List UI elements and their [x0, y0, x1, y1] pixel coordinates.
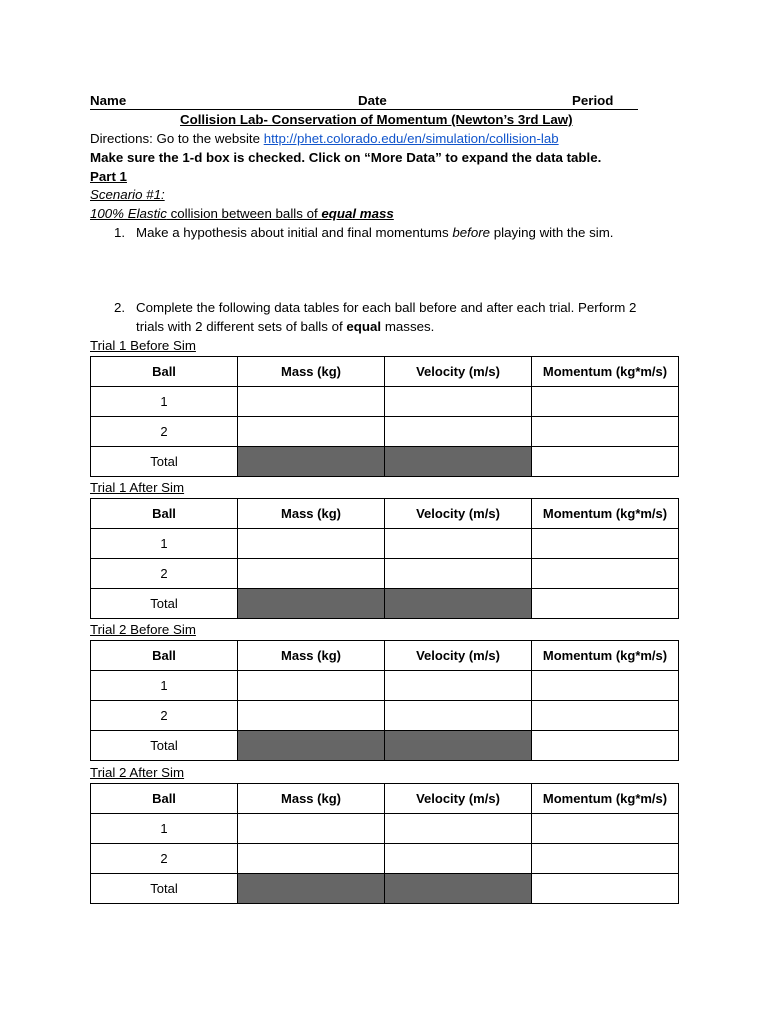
- answer-cell[interactable]: [532, 701, 679, 731]
- table-row: [91, 417, 679, 447]
- column-header: Mass (kg): [238, 357, 385, 387]
- column-header: Velocity (m/s): [385, 784, 532, 814]
- answer-cell[interactable]: [238, 387, 385, 417]
- ball-label-cell: Total: [91, 447, 238, 477]
- column-header: Velocity (m/s): [385, 499, 532, 529]
- answer-cell[interactable]: [532, 731, 679, 761]
- table-row: [91, 814, 679, 844]
- equal-mass-text: equal mass: [321, 206, 394, 221]
- column-header: Ball: [91, 784, 238, 814]
- answer-cell[interactable]: [238, 671, 385, 701]
- shaded-cell: [385, 874, 532, 904]
- column-header: Mass (kg): [238, 499, 385, 529]
- shaded-cell: [238, 731, 385, 761]
- directions-line: [90, 130, 559, 147]
- trial-2-after-sim-caption: Trial 2 After Sim: [90, 765, 185, 780]
- answer-cell[interactable]: [532, 417, 679, 447]
- instruction-text: Make sure the 1-d box is checked. Click on “More Data” to expand the data table.: [90, 150, 602, 165]
- elastic-text: 100% Elastic: [90, 206, 167, 221]
- directions-prefix: Directions: Go to the website: [90, 131, 264, 146]
- simulation-link[interactable]: http://phet.colorado.edu/en/simulation/collision-lab: [263, 131, 559, 146]
- ball-label-cell: 2: [91, 844, 238, 874]
- trial-1-before-sim-table: [90, 356, 679, 477]
- answer-cell[interactable]: [532, 874, 679, 904]
- period-label: Period: [572, 93, 614, 108]
- answer-cell[interactable]: [385, 559, 532, 589]
- column-header: Ball: [91, 357, 238, 387]
- answer-cell[interactable]: [238, 844, 385, 874]
- ball-label-cell: 2: [91, 701, 238, 731]
- ball-label-cell: 2: [91, 559, 238, 589]
- shaded-cell: [238, 447, 385, 477]
- desc-mid: collision between balls of: [166, 206, 322, 221]
- header-line: [90, 92, 638, 110]
- answer-cell[interactable]: [385, 814, 532, 844]
- table-row: [91, 387, 679, 417]
- table-row: [91, 447, 679, 477]
- column-header: Ball: [91, 499, 238, 529]
- shaded-cell: [238, 589, 385, 619]
- column-header: Velocity (m/s): [385, 357, 532, 387]
- ball-label-cell: 1: [91, 671, 238, 701]
- table-header-row: [91, 641, 679, 671]
- column-header: Mass (kg): [238, 641, 385, 671]
- column-header: Momentum (kg*m/s): [532, 499, 679, 529]
- answer-cell[interactable]: [532, 671, 679, 701]
- trial-2-after-sim-table: [90, 783, 679, 904]
- q2-line2-post: masses.: [381, 319, 435, 334]
- table-header-row: [91, 499, 679, 529]
- answer-cell[interactable]: [532, 447, 679, 477]
- shaded-cell: [385, 447, 532, 477]
- answer-cell[interactable]: [385, 701, 532, 731]
- table-row: [91, 559, 679, 589]
- trial-1-after-sim-caption: Trial 1 After Sim: [90, 480, 185, 495]
- question-1-text: [136, 224, 613, 241]
- q1-post: playing with the sim.: [490, 225, 614, 240]
- column-header: Momentum (kg*m/s): [532, 357, 679, 387]
- trial-2-before-sim-caption: Trial 2 Before Sim: [90, 622, 196, 637]
- part-heading: Part 1: [90, 169, 127, 184]
- ball-label-cell: Total: [91, 731, 238, 761]
- table-row: [91, 589, 679, 619]
- ball-label-cell: 2: [91, 417, 238, 447]
- ball-label-cell: 1: [91, 387, 238, 417]
- answer-cell[interactable]: [385, 844, 532, 874]
- name-label: Name: [90, 93, 127, 108]
- column-header: Ball: [91, 641, 238, 671]
- date-label: Date: [358, 93, 387, 108]
- question-2-line1: Complete the following data tables for each ball before and after each trial. Perform 2: [136, 300, 637, 315]
- trial-1-after-sim-table: [90, 498, 679, 619]
- trial-1-before-sim-caption: Trial 1 Before Sim: [90, 338, 196, 353]
- table-row: [91, 529, 679, 559]
- answer-cell[interactable]: [238, 814, 385, 844]
- table-header-row: [91, 784, 679, 814]
- answer-cell[interactable]: [532, 529, 679, 559]
- answer-cell[interactable]: [532, 387, 679, 417]
- answer-cell[interactable]: [238, 559, 385, 589]
- question-2-number: 2.: [114, 300, 126, 315]
- answer-cell[interactable]: [532, 589, 679, 619]
- table-row: [91, 701, 679, 731]
- answer-cell[interactable]: [238, 417, 385, 447]
- ball-label-cell: 1: [91, 814, 238, 844]
- shaded-cell: [385, 589, 532, 619]
- answer-cell[interactable]: [532, 559, 679, 589]
- page-title: Collision Lab- Conservation of Momentum (Newton’s 3rd Law): [180, 112, 573, 127]
- ball-label-cell: 1: [91, 529, 238, 559]
- scenario-label: Scenario #1:: [90, 187, 165, 202]
- table-row: [91, 731, 679, 761]
- column-header: Mass (kg): [238, 784, 385, 814]
- trial-2-before-sim-table: [90, 640, 679, 761]
- answer-cell[interactable]: [385, 529, 532, 559]
- column-header: Momentum (kg*m/s): [532, 641, 679, 671]
- shaded-cell: [385, 731, 532, 761]
- column-header: Velocity (m/s): [385, 641, 532, 671]
- ball-label-cell: Total: [91, 589, 238, 619]
- scenario-description: [90, 205, 394, 222]
- answer-cell[interactable]: [238, 529, 385, 559]
- table-row: [91, 874, 679, 904]
- answer-cell[interactable]: [238, 701, 385, 731]
- shaded-cell: [238, 874, 385, 904]
- answer-cell[interactable]: [532, 814, 679, 844]
- answer-cell[interactable]: [385, 417, 532, 447]
- ball-label-cell: Total: [91, 874, 238, 904]
- table-row: [91, 844, 679, 874]
- q2-equal: equal: [346, 319, 382, 334]
- question-2-line2: [136, 318, 434, 335]
- q1-em: before: [452, 225, 491, 240]
- q2-line2-pre: trials with 2 different sets of balls of: [136, 319, 347, 334]
- question-1-number: 1.: [114, 225, 126, 240]
- column-header: Momentum (kg*m/s): [532, 784, 679, 814]
- answer-cell[interactable]: [385, 387, 532, 417]
- answer-cell[interactable]: [532, 844, 679, 874]
- table-row: [91, 671, 679, 701]
- q1-pre: Make a hypothesis about initial and final momentums: [136, 225, 453, 240]
- answer-cell[interactable]: [385, 671, 532, 701]
- table-header-row: [91, 357, 679, 387]
